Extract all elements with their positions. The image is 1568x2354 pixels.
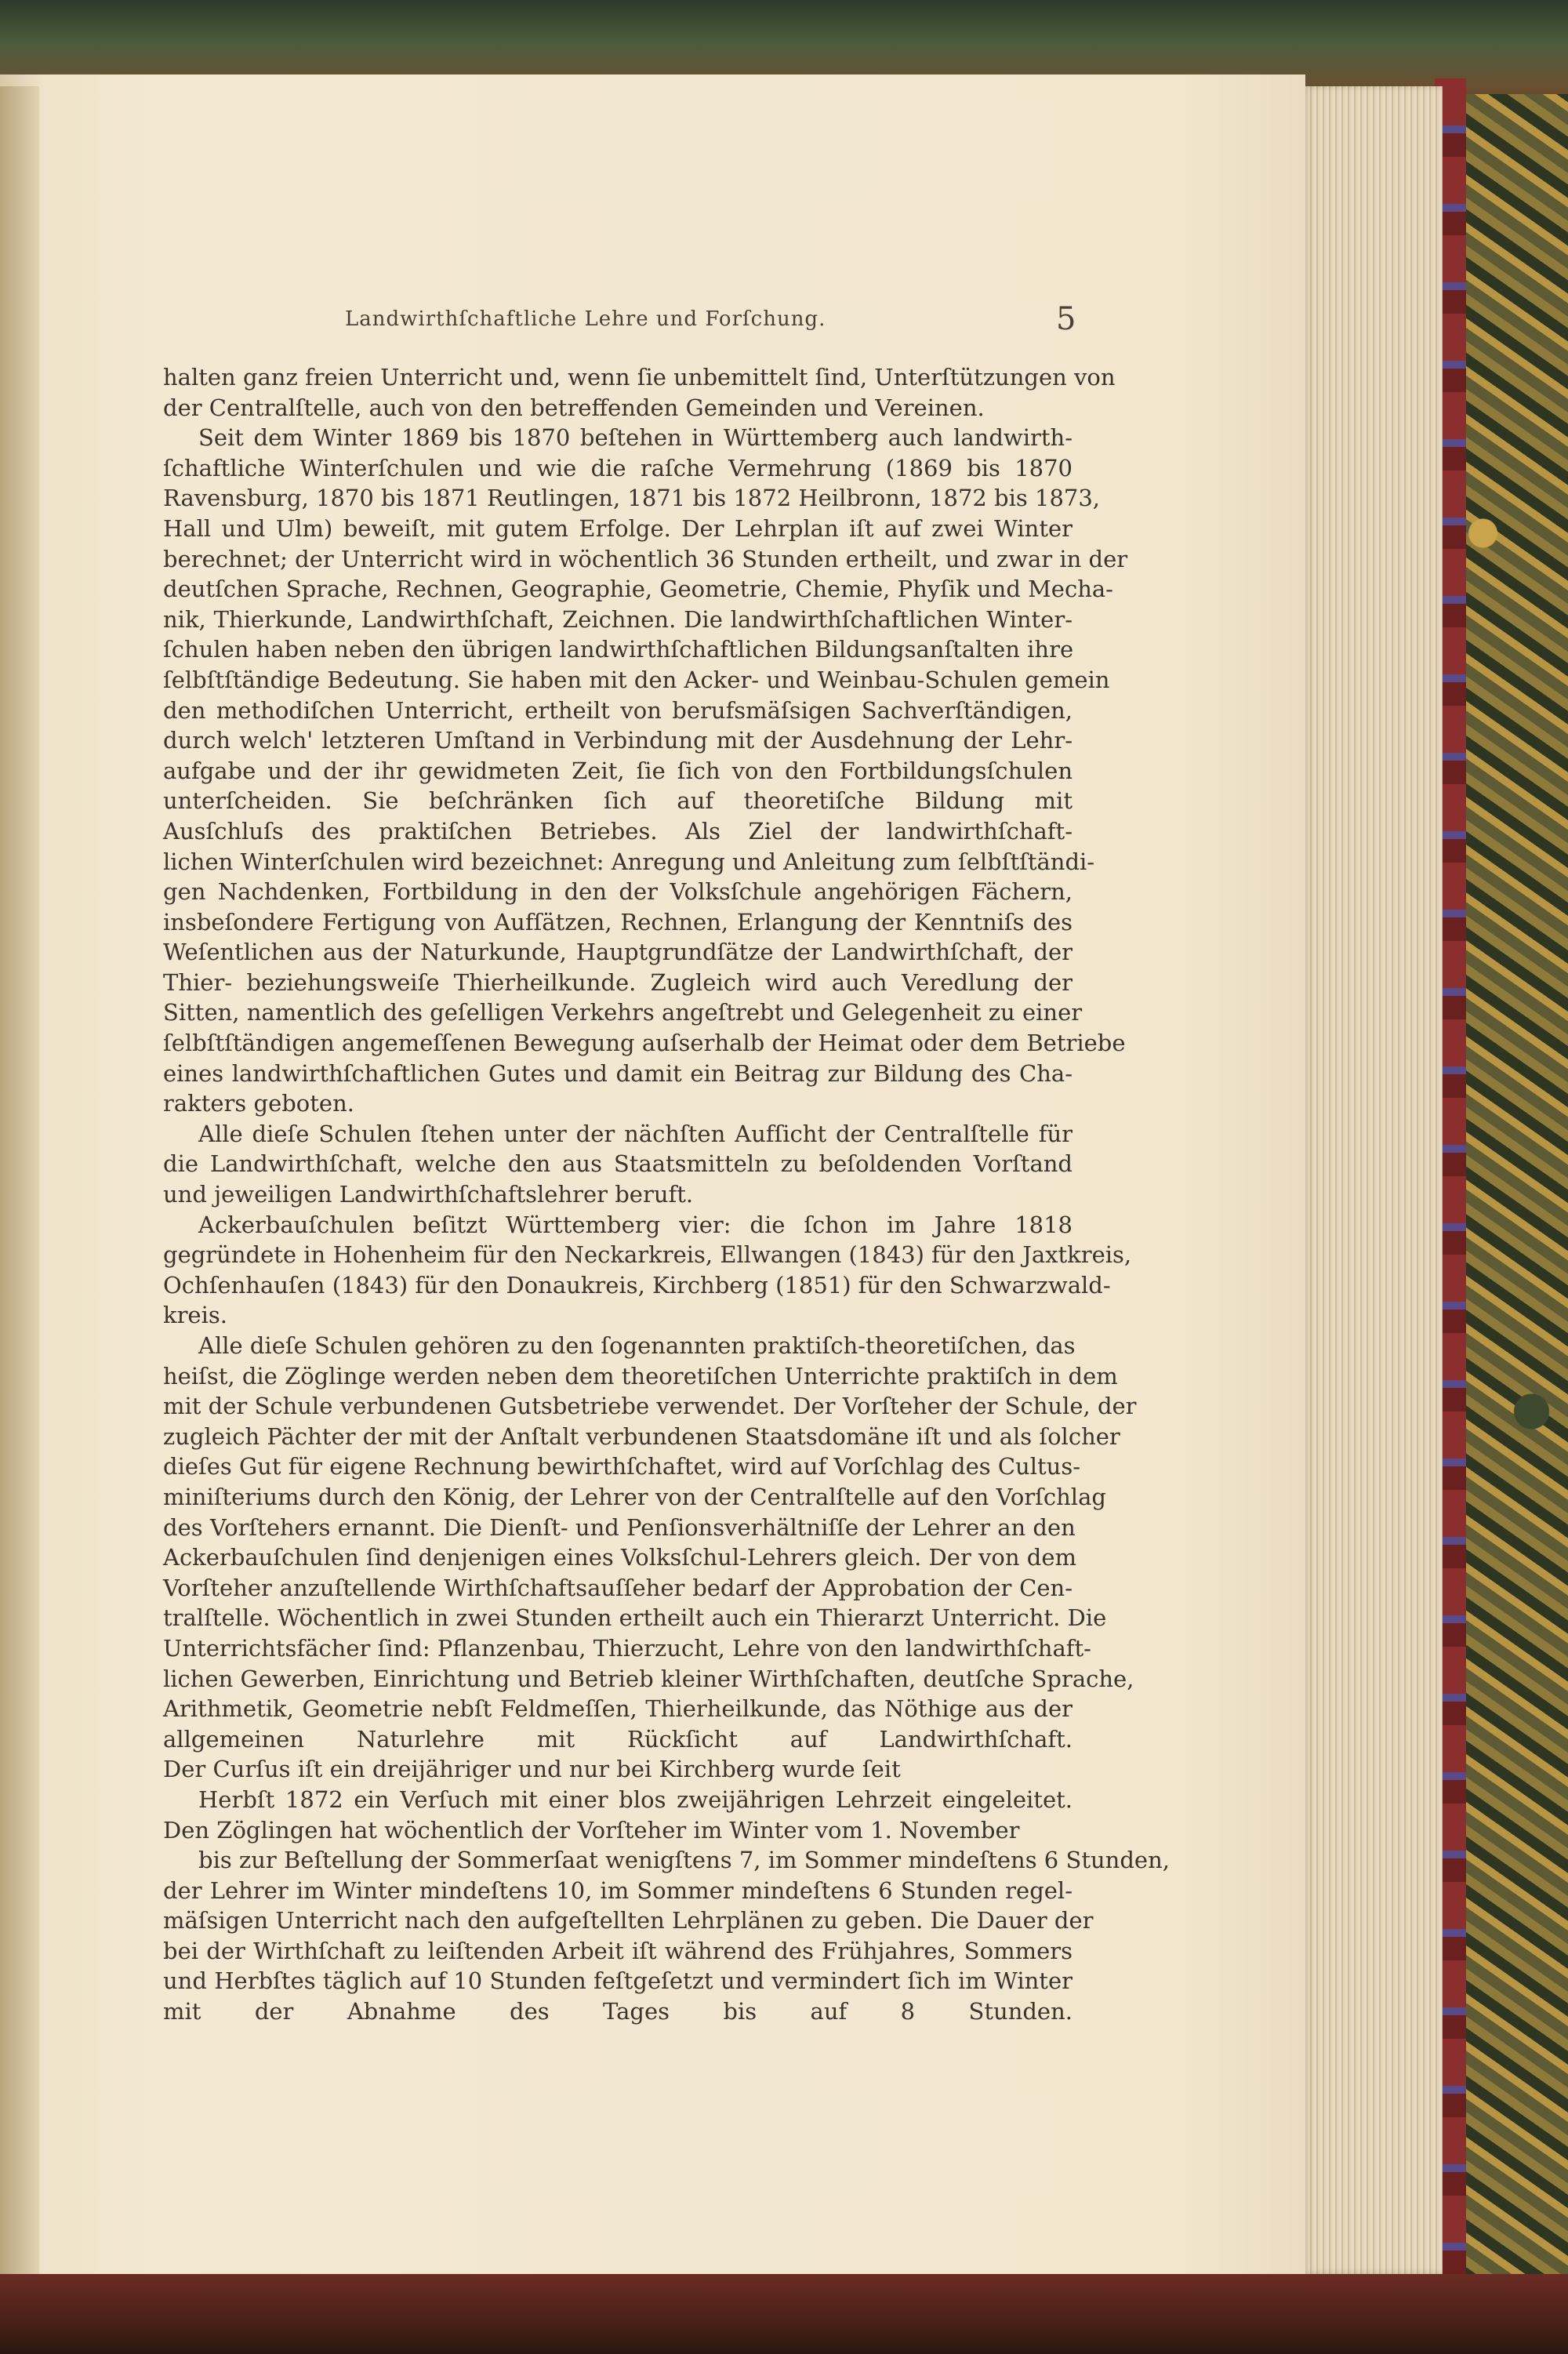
text-line: miniſteriums durch den König, der Lehrer von der Centralſtelle auf den Vorſchlag <box>163 1483 1106 1510</box>
text-line: gen Nachdenken, Fortbildung in den der Volksſchule angehörigen Fächern, <box>163 878 1073 906</box>
text-line: der Lehrer im Winter mindeſtens 10, im Sommer mindeſtens 6 Stunden regel- <box>163 1876 1073 1904</box>
page-edges <box>1301 86 1443 2274</box>
text-line: und Herbſtes täglich auf 10 Stunden feſtgeſetzt und vermindert ſich im Winter <box>163 1967 1073 1995</box>
running-header <box>345 301 1129 345</box>
text-line: gegründete in Hohenheim für den Neckarkreis, Ellwangen (1843) für den Jaxtkreis, <box>163 1241 1132 1269</box>
text-line: Der Curſus iſt ein dreijähriger und nur bei Kirchberg wurde ſeit <box>163 1756 901 1783</box>
text-line: mit der Schule verbundenen Gutsbetriebe verwendet. Der Vorſteher der Schule, der <box>163 1393 1137 1420</box>
text-line: Ausſchluſs des praktiſchen Betriebes. Als Ziel der landwirthſchaft- <box>163 817 1073 845</box>
text-line: Sitten, namentlich des geſelligen Verkehrs angeſtrebt und Gelegenheit zu einer <box>163 999 1083 1026</box>
text-line: insbeſondere Fertigung von Aufſätzen, Rechnen, Erlangung der Kenntniſs des <box>163 908 1073 935</box>
text-line: die Landwirthſchaft, welche den aus Staatsmitteln zu beſoldenden Vorſtand <box>163 1150 1073 1178</box>
body-text <box>163 362 1170 2057</box>
text-line: allgemeinen Naturlehre mit Rückſicht auf Landwirthſchaft. <box>163 1725 1073 1753</box>
text-line: bis zur Beſtellung der Sommerſaat wenigſtens 7, im Sommer mindeſtens 6 Stunden, <box>198 1847 1170 1874</box>
text-line: mäſsigen Unterricht nach den aufgeſtellten Lehrplänen zu geben. Die Dauer der <box>163 1907 1094 1934</box>
text-line: berechnet; der Unterricht wird in wöchentlich 36 Stunden ertheilt, und zwar in der <box>163 545 1128 572</box>
left-page-edge <box>0 86 39 2274</box>
text-line: unterſcheiden. Sie beſchränken ſich auf theoretiſche Bildung mit <box>163 787 1073 815</box>
text-line: Alle dieſe Schulen ſtehen unter der nächſten Aufſicht der Centralſtelle für <box>198 1120 1073 1147</box>
text-line: durch welch' letzteren Umſtand in Verbindung mit der Ausdehnung der Lehr- <box>163 727 1073 754</box>
text-line: bei der Wirthſchaft zu leiſtenden Arbeit iſt während des Frühjahres, Sommers <box>163 1937 1073 1964</box>
text-line: ſelbſtſtändige Bedeutung. Sie haben mit den Acker- und Weinbau-Schulen gemein <box>163 666 1110 693</box>
text-line: Hall und Ulm) beweiſt, mit gutem Erfolge. Der Lehrplan iſt auf zwei Winter <box>163 514 1073 542</box>
text-line: mit der Abnahme des Tages bis auf 8 Stunden. <box>163 1998 1073 2025</box>
text-line: tralſtelle. Wöchentlich in zwei Stunden ertheilt auch ein Thierarzt Unterricht. Die <box>163 1604 1107 1632</box>
text-line: Ackerbauſchulen ſind denjenigen eines Volksſchul-Lehrers gleich. Der von dem <box>163 1544 1076 1571</box>
text-line: des Vorſtehers ernannt. Die Dienſt- und Penſionsverhältniſſe der Lehrer an den <box>163 1513 1076 1541</box>
text-line: ſchulen haben neben den übrigen landwirthſchaftlichen Bildungsanſtalten ihre <box>163 636 1074 663</box>
text-line: und jeweiligen Landwirthſchaftslehrer beruft. <box>163 1181 694 1208</box>
running-title: Landwirthſchaftliche Lehre und Forſchung. <box>345 307 826 331</box>
text-line: lichen Gewerben, Einrichtung und Betrieb kleiner Wirthſchaften, deutſche Sprache, <box>163 1665 1134 1692</box>
text-line: kreis. <box>163 1302 227 1329</box>
text-line <box>163 2027 1073 2058</box>
text-line: Ochſenhauſen (1843) für den Donaukreis, Kirchberg (1851) für den Schwarzwald- <box>163 1271 1111 1299</box>
text-line: Alle dieſe Schulen gehören zu den ſogenannten praktiſch-theoretiſchen, das <box>198 1332 1076 1359</box>
text-line: Weſentlichen aus der Naturkunde, Hauptgrundſätze der Landwirthſchaft, der <box>163 939 1073 966</box>
text-line: eines landwirthſchaftlichen Gutes und damit ein Beitrag zur Bildung des Cha- <box>163 1059 1073 1087</box>
text-line: Vorſteher anzuſtellende Wirthſchaftsauſſeher bedarf der Approbation der Cen- <box>163 1574 1073 1601</box>
text-line: der Centralſtelle, auch von den betreffenden Gemeinden und Vereinen. <box>163 394 985 421</box>
text-line: ſchaftliche Winterſchulen und wie die raſche Vermehrung (1869 bis 1870 <box>163 454 1073 481</box>
text-line: deutſchen Sprache, Rechnen, Geographie, Geometrie, Chemie, Phyſik und Mecha- <box>163 576 1113 603</box>
text-line: Unterrichtsfächer ſind: Pflanzenbau, Thierzucht, Lehre von den landwirthſchaft- <box>163 1634 1091 1662</box>
text-line: Den Zöglingen hat wöchentlich der Vorſteher im Winter vom 1. November <box>163 1816 1020 1844</box>
text-line: zugleich Pächter der mit der Anſtalt verbundenen Staatsdomäne iſt und als ſolcher <box>163 1422 1120 1450</box>
text-line: ſelbſtſtändigen angemeſſenen Bewegung auſserhalb der Heimat oder dem Betriebe <box>163 1030 1126 1057</box>
text-line: Ackerbauſchulen beſitzt Württemberg vier: die ſchon im Jahre 1818 <box>198 1211 1073 1238</box>
text-line: den methodiſchen Unterricht, ertheilt von berufsmäſsigen Sachverſtändigen, <box>163 696 1073 724</box>
text-line: Herbſt 1872 ein Verſuch mit einer blos zweijährigen Lehrzeit eingeleitet. <box>198 1785 1073 1813</box>
text-line: heiſst, die Zöglinge werden neben dem theoretiſchen Unterrichte praktiſch in dem <box>163 1362 1118 1390</box>
text-line: rakters geboten. <box>163 1090 354 1117</box>
text-line: lichen Winterſchulen wird bezeichnet: Anregung und Anleitung zum ſelbſtſtändi- <box>163 848 1095 875</box>
text-line: Seit dem Winter 1869 bis 1870 beſtehen in Württemberg auch landwirth- <box>198 424 1073 452</box>
text-line: halten ganz freien Unterricht und, wenn ſie unbemittelt ſind, Unterſtützungen von <box>163 364 1116 391</box>
text-line: aufgabe und der ihr gewidmeten Zeit, ſie ſich von den Fortbildungsſchulen <box>163 757 1073 784</box>
text-line: Ravensburg, 1870 bis 1871 Reutlingen, 1871 bis 1872 Heilbronn, 1872 bis 1873, <box>163 485 1101 512</box>
text-line: nik, Thierkunde, Landwirthſchaft, Zeichnen. Die landwirthſchaftlichen Winter- <box>163 605 1073 633</box>
book-cover-bottom <box>0 2274 1568 2354</box>
text-line: Thier- beziehungsweiſe Thierheilkunde. Zugleich wird auch Veredlung der <box>163 968 1073 996</box>
text-line: Arithmetik, Geometrie nebſt Feldmeſſen, Thierheilkunde, das Nöthige aus der <box>163 1695 1073 1723</box>
text-line: dieſes Gut für eigene Rechnung bewirthſchaftet, wird auf Vorſchlag des Cultus- <box>163 1453 1080 1480</box>
page-number: 5 <box>1056 301 1077 337</box>
